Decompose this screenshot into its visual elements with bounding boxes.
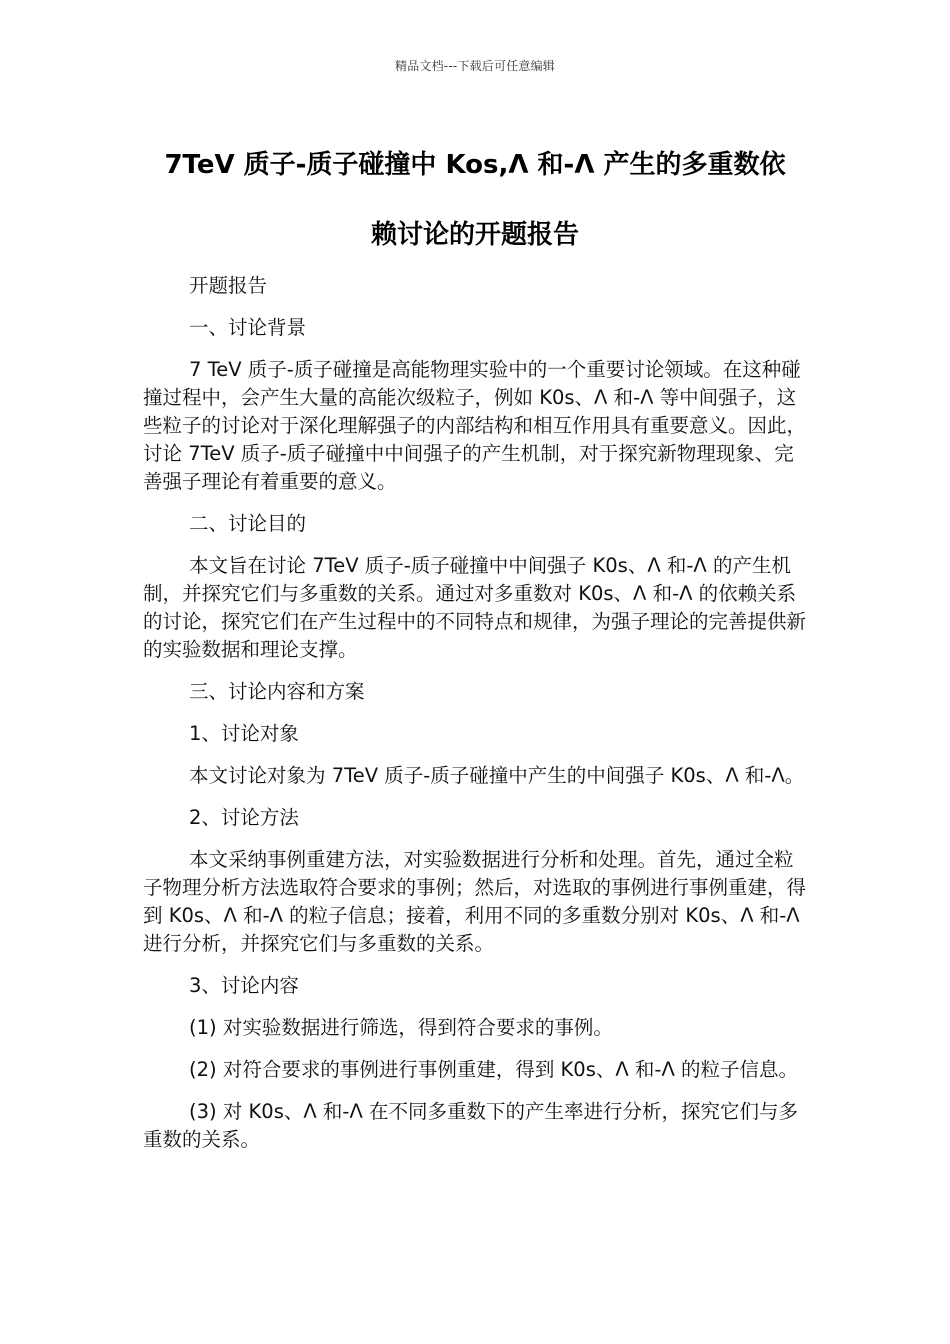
section-text-purpose: 本文旨在讨论 7TeV 质子-质子碰撞中中间强子 K0s、Λ 和-Λ 的产生机制，并探究它们与多重数的关系。通过对多重数对 K0s、Λ 和-Λ 的依赖关系的讨论，探究它们在产生过程中的不同特点和规律，为强子理论的完善提供新的实验数据和理论支撑。 (143, 554, 807, 661)
subsection-heading-object: 1、讨论对象 (189, 722, 299, 745)
title-line-2: 赖讨论的开题报告 (370, 220, 579, 250)
section-heading-content-plan: 三、讨论内容和方案 (189, 680, 365, 703)
section-heading-purpose: 二、讨论目的 (189, 512, 307, 535)
section-text-background: 7 TeV 质子-质子碰撞是高能物理实验中的一个重要讨论领域。在这种碰撞过程中，会产生大量的高能次级粒子，例如 K0s、Λ 和-Λ 等中间强子，这些粒子的讨论对于深化理解强子的内部结构和相互作用具有重要意义。因此，讨论 7TeV 质子-质子碰撞中中间强子的产生机制，对于探究新物理现象、完善强子理论有着重要的意义。 (143, 358, 807, 493)
list-item: (2) 对符合要求的事例进行事例重建，得到 K0s、Λ 和-Λ 的粒子信息。 (189, 1058, 798, 1081)
document-title (130, 130, 820, 270)
title-line-1: 7TeV 质子-质子碰撞中 Kos,Λ 和-Λ 产生的多重数依 (164, 150, 786, 180)
page-header: 精品文档---下载后可任意编辑 (395, 59, 555, 73)
subsection-text-method: 本文采纳事例重建方法，对实验数据进行分析和处理。首先，通过全粒子物理分析方法选取符合要求的事例；然后，对选取的事例进行事例重建，得到 K0s、Λ 和-Λ 的粒子信息；接着，利用不同的多重数分别对 K0s、Λ 和-Λ 进行分析，并探究它们与多重数的关系。 (143, 848, 807, 955)
report-label: 开题报告 (189, 274, 268, 297)
subsection-heading-method: 2、讨论方法 (189, 806, 299, 829)
list-item: (3) 对 K0s、Λ 和-Λ 在不同多重数下的产生率进行分析，探究它们与多重数的关系。 (143, 1100, 798, 1151)
list-item: (1) 对实验数据进行筛选，得到符合要求的事例。 (189, 1016, 613, 1039)
subsection-text-object: 本文讨论对象为 7TeV 质子-质子碰撞中产生的中间强子 K0s、Λ 和-Λ。 (189, 764, 805, 787)
document-body (143, 272, 807, 1168)
subsection-heading-content: 3、讨论内容 (189, 974, 299, 997)
section-heading-background: 一、讨论背景 (189, 316, 307, 339)
